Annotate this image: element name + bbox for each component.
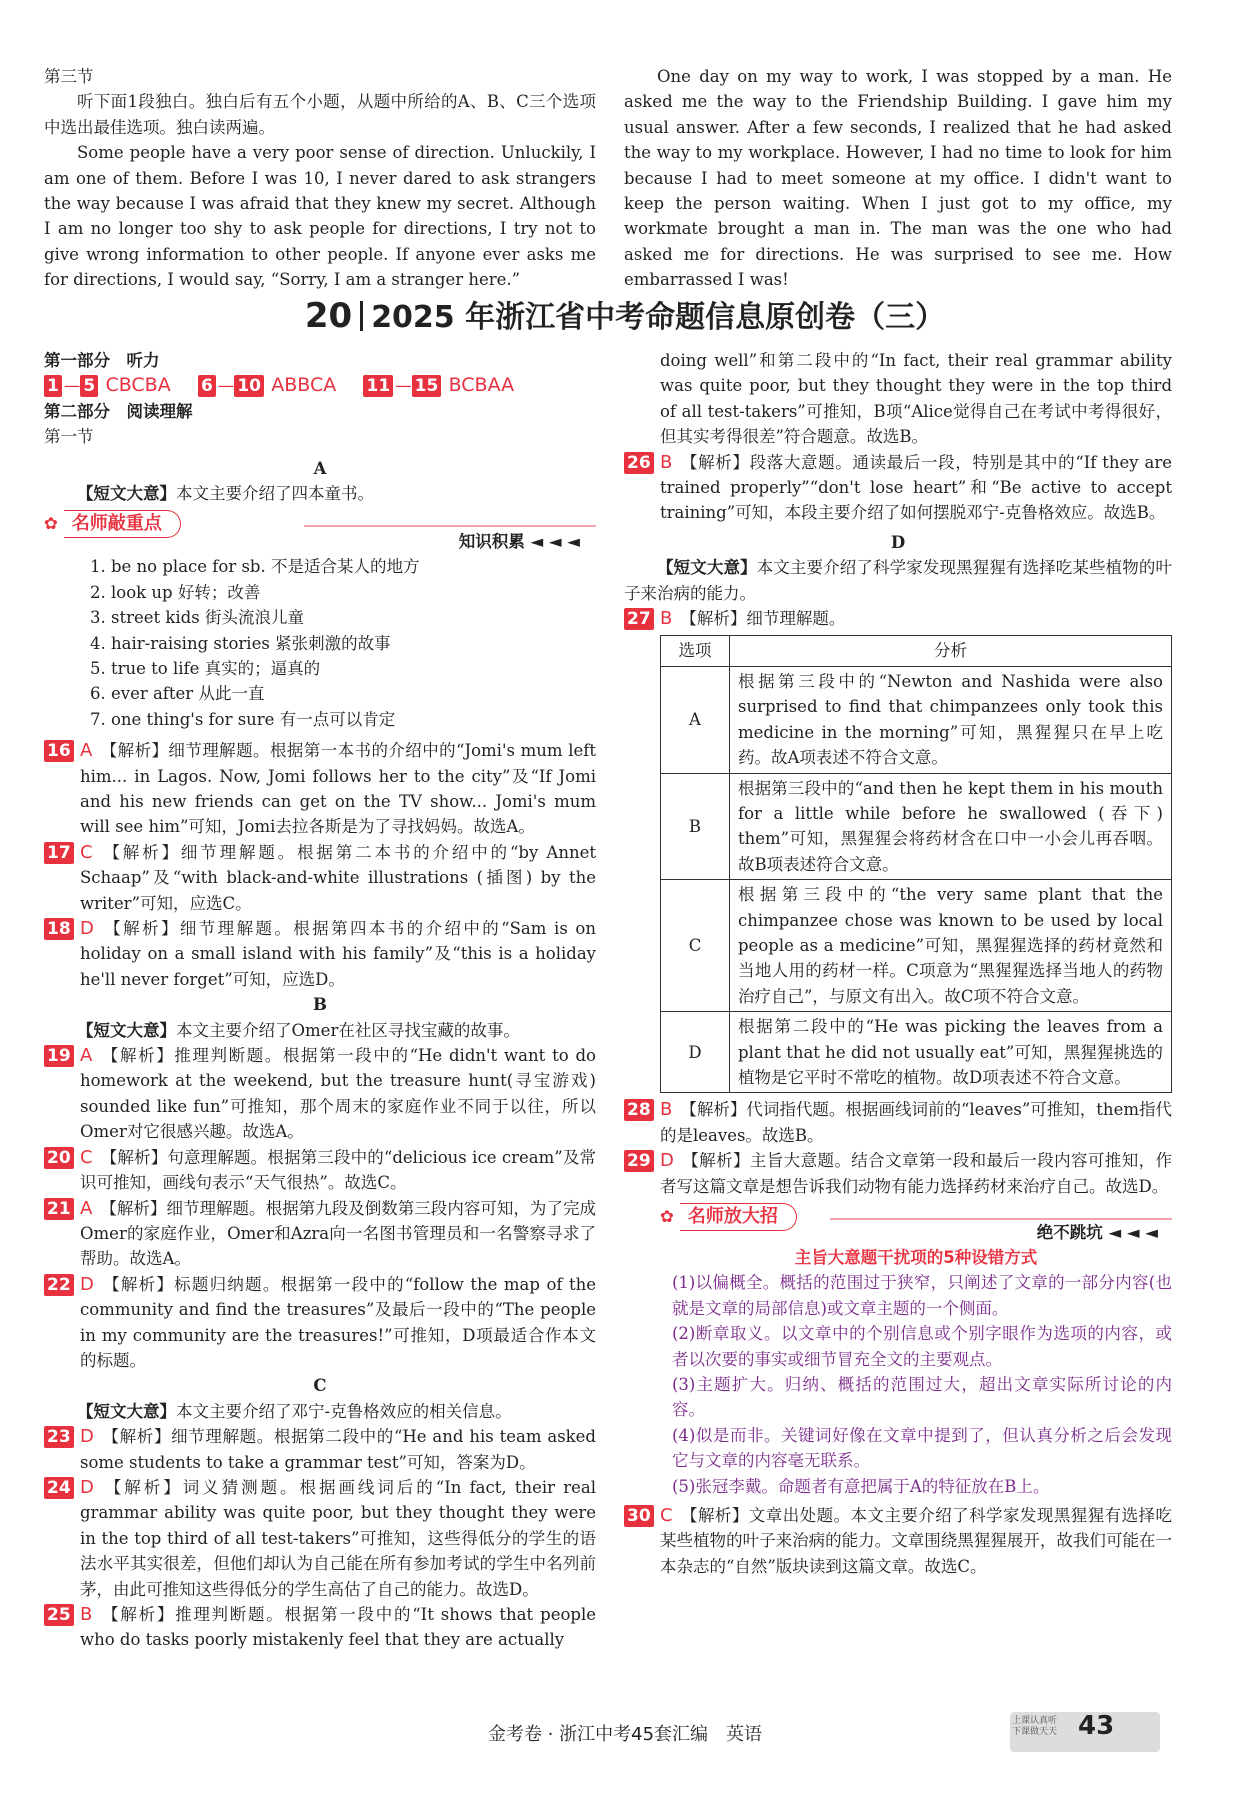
test-title-text: 2025 年浙江省中考命题信息原创卷（三） (371, 300, 946, 335)
question-number: 20 (44, 1147, 74, 1169)
table-row (661, 880, 1172, 1012)
page-badge-label: 上课认真听 下课做天天 (1012, 1716, 1058, 1737)
answer-item (624, 1097, 1172, 1148)
question-number: 21 (44, 1198, 74, 1220)
explanation: 【解析】细节理解题。根据第二本书的介绍中的“by Annet Schaap”及“with black-and-white illustrations (插图) by the writer”可知，应选C。 (80, 842, 596, 913)
passage-b-label: B (313, 995, 327, 1015)
triple-arrow-icon: ◄ ◄ ◄ (1108, 1222, 1158, 1242)
question-number: 27 (624, 608, 654, 630)
vocab-item: 7. one thing's for sure 有一点可以肯定 (90, 709, 396, 729)
vocab-item: 6. ever after 从此一直 (90, 684, 265, 704)
summary-d: 【短文大意】本文主要介绍了科学家发现黑猩猩有选择吃某些植物的叶子来治病的能力。 (624, 558, 1173, 603)
range-end: 15 (412, 375, 442, 397)
listening-passage-cont: One day on my way to work, I was stopped by a man. He asked me the way to the Friendship Building. I gave him my usual answer. After a few seconds, I realized that he had asked the way to my workplace. However, I had no time to look for him because I had to meet someone at my office. I didn't want to keep the person waiting. When I just got to my office, my workmate brought a man in. The man was the one who had asked me for directions. He was surprised to see me. How embarrassed I was! (624, 67, 1172, 290)
listening-passage: Some people have a very poor sense of direction. Unluckily, I am one of them. Before I was 10, I never dared to ask strangers the way because I was afraid that they knew my secret. Although I am no longer too shy to ask people for directions, I try not to give wrong information to other people. If anyone ever asks me for directions, I would say, “Sorry, I am a stranger here.” (44, 143, 596, 290)
banner-key-points (44, 510, 596, 535)
answer-letter: D (80, 918, 94, 940)
range-start: 11 (363, 375, 393, 397)
table-cell-analysis: 根据第三段中的“and then he kept them in his mouth for a little while before he swallowed (吞下) them”可知，黑猩猩会将药材含在口中一小会儿再吞咽。故B项表述符合文意。 (730, 773, 1172, 880)
answer-letter: B (660, 1099, 673, 1121)
answer-item (44, 738, 596, 840)
explanation: 【解析】段落大意题。通读最后一段，特别是其中的“If they are trained properly”“don't lose heart”和“Be active to accept training”可知，本段主要介绍了如何摆脱邓宁-克鲁格效应。故选B。 (660, 452, 1172, 523)
summary-b: 【短文大意】本文主要介绍了Omer在社区寻找宝藏的故事。 (77, 1020, 520, 1040)
banner-title: 名师放大招 (680, 1203, 797, 1231)
answer-letter: A (80, 1045, 93, 1067)
explanation: 【解析】标题归纳题。根据第一段中的“follow the map of the community and find the treasures”及最后一段中的“The people in my community are the treasures!”可推知，D项最适合作本文的标题。 (80, 1274, 596, 1370)
explanation-continued: doing well”和第二段中的“In fact, their real grammar ability was quite poor, but they thought they were in the top third of all test-takers”可推知，B项“Alice觉得自己在考试中考得很好，但其实考得很差”符合题意。故选B。 (660, 351, 1172, 447)
answer-letter: B (660, 608, 673, 630)
tip-item: (1)以偏概全。概括的范围过于狭窄，只阐述了文章的一部分内容(也就是文章的局部信息)或文章主题的一个侧面。 (672, 1273, 1172, 1318)
answer-item (44, 916, 596, 992)
answer-item (44, 1424, 596, 1475)
tip-item: (5)张冠李戴。命题者有意把属于A的特征放在B上。 (672, 1476, 1050, 1496)
passage-c-label: C (313, 1376, 327, 1396)
explanation: 【解析】推理判断题。根据第一段中的“He didn't want to do homework at the weekend, but the treasure hunt(寻宝游戏) sounded like fun”可推知，那个周末的家庭作业不同于以往，所以Omer对它很感兴趣。故选A。 (80, 1046, 596, 1142)
explanation: 【解析】代词指代题。根据画线词前的“leaves”可推知，them指代的是leaves。故选B。 (660, 1100, 1172, 1145)
analysis-table (660, 635, 1172, 1093)
vocab-item: 3. street kids 街头流浪儿童 (90, 608, 304, 628)
answer-letter: C (80, 841, 93, 863)
question-number: 25 (44, 1604, 74, 1626)
answer-letter: D (660, 1150, 674, 1172)
analysis-table-wrap (624, 635, 1172, 1093)
answer-item (44, 1145, 596, 1196)
banner-line (304, 525, 596, 527)
explanation: 【解析】文章出处题。本文主要介绍了科学家发现黑猩猩有选择吃某些植物的叶子来治病的能力。文章围绕黑猩猩展开，故我们可能在一本杂志的“自然”版块读到这篇文章。故选C。 (660, 1505, 1172, 1576)
question-number: 24 (44, 1477, 74, 1499)
answer-letter: B (80, 1604, 93, 1625)
table-cell-option: D (661, 1012, 730, 1093)
answer-item (624, 1148, 1172, 1199)
answer-item (624, 450, 1172, 526)
vocab-item: 1. be no place for sb. 不是适合某人的地方 (90, 557, 420, 577)
answer-string: CBCBA (105, 374, 171, 397)
vocab-item: 2. look up 好转；改善 (90, 582, 261, 602)
table-cell-analysis: 根据第二段中的“He was picking the leaves from a plant that he did not usually eat”可知，黑猩猩挑选的植物是它平时不常吃的植物。故D项表述不符合文意。 (730, 1012, 1172, 1093)
answer-letter: B (660, 451, 673, 473)
footer-text: 金考卷 · 浙江中考45套汇编 英语 (487, 1724, 763, 1745)
tip-item: (3)主题扩大。归纳、概括的范围过大，超出文章实际所讨论的内容。 (672, 1374, 1172, 1420)
answer-item (44, 840, 596, 916)
answer-item (44, 1196, 596, 1272)
question-number: 22 (44, 1274, 74, 1296)
vocab-list (44, 554, 596, 732)
answer-string: ABBCA (271, 374, 337, 397)
right-column (624, 348, 1172, 1579)
listening-answers: 1 — 5 CBCBA 6 — 10 ABBCA 11 — 15 BCBAA (44, 373, 596, 398)
question-number: 17 (44, 842, 74, 864)
test-number: 20 (304, 296, 353, 336)
summary-c: 【短文大意】本文主要介绍了邓宁-克鲁格效应的相关信息。 (77, 1401, 512, 1421)
explanation: 【解析】细节理解题。根据第二段中的“He and his team asked some students to take a grammar test”可知，答案为D。 (80, 1427, 596, 1472)
vocab-item: 4. hair-raising stories 紧张刺激的故事 (90, 633, 391, 653)
answer-item (44, 1043, 596, 1145)
instruction: 听下面1段独白。独白后有五个小题，从题中所给的A、B、C三个选项中选出最佳选项。独白读两遍。 (44, 92, 596, 137)
title-divider (360, 301, 363, 331)
section1-heading: 第一节 (44, 427, 94, 447)
table-header: 分析 (730, 636, 1172, 666)
answer-letter: D (80, 1476, 94, 1498)
table-header-row (661, 636, 1172, 666)
answer-item (44, 1602, 596, 1653)
tips-list (624, 1270, 1172, 1499)
table-header: 选项 (661, 636, 730, 666)
passage-d-label: D (890, 532, 906, 552)
table-cell-analysis: 根据第三段中的“the very same plant that the chimpanzee chose was known to be used by local people as a medicine”可知，黑猩猩选择的药材竟然和当地人用的药材一样。C项意为“黑猩猩选择当地人的药物治疗自己”，与原文有出入。故C项不符合文意。 (730, 880, 1172, 1012)
flower-icon: ✿ (660, 1207, 674, 1226)
explanation: 【解析】句意理解题。根据第三段中的“delicious ice cream”及常识可推知，画线句表示“天气很热”。故选C。 (80, 1147, 596, 1193)
table-cell-option: A (661, 666, 730, 773)
answer-letter: C (660, 1504, 673, 1526)
knowledge-heading: 知识积累 ◄ ◄ ◄ (458, 531, 580, 551)
section-heading: 第三节 (44, 67, 94, 86)
table-cell-analysis: 根据第三段中的“Newton and Nashida were also surprised to find that chimpanzees only took this medicine in the morning”可知，黑猩猩只在早上吃药。故A项表述不符合文意。 (730, 666, 1172, 773)
test-title (0, 296, 1250, 338)
explanation: 【解析】细节理解题。根据第九段及倒数第三段内容可知，为了完成Omer的家庭作业，Omer和Azra向一名图书管理员和一名警察寻求了帮助。故选A。 (80, 1198, 596, 1269)
answer-letter: A (80, 1197, 93, 1219)
flower-icon: ✿ (44, 514, 58, 534)
page-number: 43 (1078, 1711, 1115, 1741)
tip-item: (4)似是而非。关键词好像在文章中提到了，但认真分析之后会发现它与文章的内容毫无联系。 (672, 1425, 1172, 1471)
table-cell-option: C (661, 880, 730, 1012)
question-number: 29 (624, 1150, 654, 1172)
table-row (661, 773, 1172, 880)
explanation: 【解析】推理判断题。根据第一段中的“It shows that people who do tasks poorly mistakenly feel that they are actually (80, 1605, 596, 1650)
part1-heading: 第一部分 听力 (44, 351, 160, 370)
explanation: 【解析】主旨大意题。结合文章第一段和最后一段内容可推知，作者写这篇文章是想告诉我们动物有能力选择药材来治疗自己。故选D。 (660, 1151, 1172, 1196)
vocab-item: 5. true to life 真实的；逼真的 (90, 658, 321, 678)
answer-item (624, 1503, 1172, 1579)
question-number: 28 (624, 1099, 654, 1121)
range-start: 6 (198, 375, 216, 397)
banner-tips (660, 1203, 1172, 1227)
question-number: 23 (44, 1426, 74, 1448)
answer-letter: A (80, 740, 93, 762)
explanation: 【解析】细节理解题。根据第一本书的介绍中的“Jomi's mum left him... in Lagos. Now, Jomi follows her to the city”及“If Jomi and his new friends can get on the TV show... Jomi's mum will see him”可知，Jomi去拉各斯是为了寻找妈妈。故选A。 (80, 741, 596, 837)
top-right-column (624, 64, 1172, 293)
answer-item (44, 1272, 596, 1374)
question-number: 26 (624, 452, 654, 474)
table-row (661, 666, 1172, 773)
question-number: 30 (624, 1505, 654, 1527)
passage-a-label: A (313, 458, 327, 478)
summary-label: 【短文大意】 (77, 484, 176, 504)
table-cell-option: B (661, 773, 730, 880)
top-left-column (44, 64, 596, 293)
explanation: 【解析】细节理解题。根据第四本书的介绍中的“Sam is on holiday on a small island with his family”及“this is a holiday he'll never forget”可知，应选D。 (80, 919, 596, 989)
table-row (661, 1012, 1172, 1093)
answer-letter: C (80, 1146, 93, 1168)
question-number: 18 (44, 918, 74, 940)
part2-heading: 第二部分 阅读理解 (44, 401, 193, 421)
answer-item (624, 606, 1172, 631)
tip-title: 主旨大意题干扰项的5种设错方式 (794, 1247, 1038, 1267)
range-start: 1 (44, 375, 62, 397)
answer-letter: D (80, 1273, 94, 1295)
tip-item: (2)断章取义。以文章中的个别信息或个别字眼作为选项的内容，或者以次要的事实或细节冒充全文的主要观点。 (672, 1324, 1172, 1369)
question-number: 19 (44, 1045, 74, 1067)
answer-string: BCBAA (448, 374, 515, 397)
summary-a: 【短文大意】本文主要介绍了四本童书。 (77, 484, 374, 504)
answer-letter: D (80, 1426, 94, 1448)
range-end: 5 (80, 375, 98, 397)
explanation: 【解析】细节理解题。 (680, 609, 846, 629)
explanation: 【解析】词义猜测题。根据画线词后的“In fact, their real grammar ability was quite poor, but they thought they were in the top third of all test-takers”可推知，这些得低分的学生的语法水平其实很差，但他们却认为自己能在所有参加考试的学生中名列前茅，由此可推知这些得低分的学生高估了自己的能力。故选D。 (80, 1477, 596, 1599)
banner-title: 名师敲重点 (64, 510, 181, 538)
answer-item (44, 1475, 596, 1602)
triple-arrow-icon: ◄ ◄ ◄ (530, 531, 580, 551)
left-column (44, 348, 596, 1653)
range-end: 10 (234, 375, 264, 397)
question-number: 16 (44, 740, 74, 762)
tip-label: 绝不跳坑 ◄ ◄ ◄ (1036, 1222, 1158, 1242)
